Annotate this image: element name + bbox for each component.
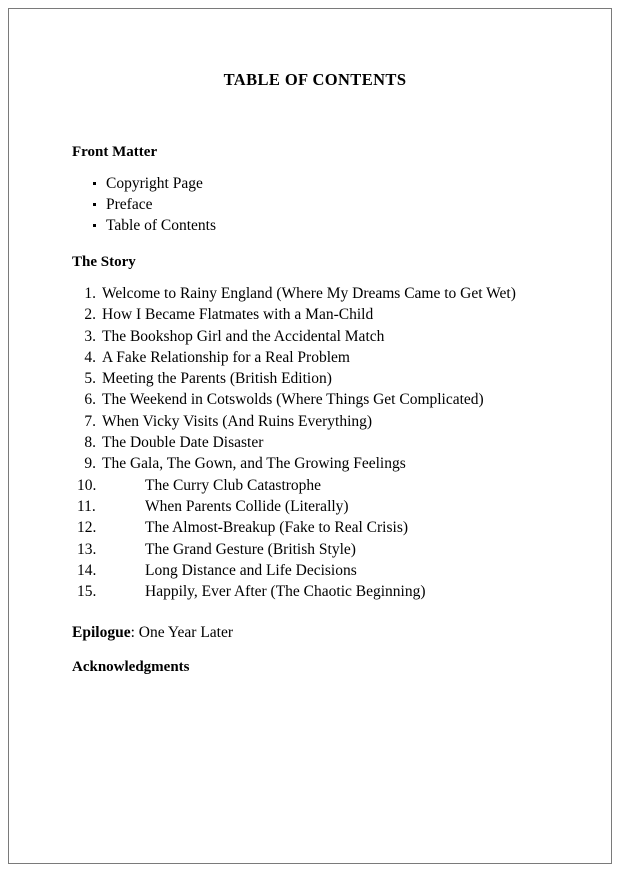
chapter-title: The Bookshop Girl and the Accidental Match <box>102 327 385 345</box>
chapter-title: How I Became Flatmates with a Man-Child <box>102 306 374 324</box>
list-item[interactable] <box>72 368 558 389</box>
chapter-title: The Double Date Disaster <box>102 434 264 452</box>
chapter-number: 2. <box>84 306 96 324</box>
list-item[interactable] <box>72 347 558 368</box>
chapter-number: 4. <box>84 348 96 366</box>
chapter-title: The Curry Club Catastrophe <box>145 476 322 494</box>
chapter-title: The Weekend in Cotswolds (Where Things Get Complicated) <box>102 391 484 409</box>
chapter-title: Happily, Ever After (The Chaotic Beginning) <box>145 583 426 601</box>
chapter-number: 13. <box>77 540 97 558</box>
front-matter-list <box>72 173 558 236</box>
list-item[interactable] <box>72 453 558 474</box>
page-border-bottom <box>8 863 612 864</box>
chapter-number: 7. <box>84 412 96 430</box>
list-item[interactable] <box>72 389 558 410</box>
section-heading-acknowledgments: Acknowledgments <box>72 659 190 676</box>
list-item[interactable]: Table of Contents <box>106 215 558 236</box>
chapter-title: Long Distance and Life Decisions <box>145 561 357 579</box>
list-item[interactable] <box>72 283 558 304</box>
chapter-number: 12. <box>77 519 97 537</box>
chapter-title: The Grand Gesture (British Style) <box>145 540 356 558</box>
epilogue-separator: : <box>130 624 139 642</box>
list-item[interactable] <box>72 560 558 581</box>
list-item[interactable] <box>72 411 558 432</box>
chapter-number: 9. <box>84 455 96 473</box>
document-content <box>72 70 558 676</box>
list-item[interactable] <box>72 496 558 517</box>
chapter-number: 6. <box>84 391 96 409</box>
page-title: TABLE OF CONTENTS <box>223 70 407 89</box>
list-item[interactable] <box>72 304 558 325</box>
section-heading-the-story: The Story <box>72 254 136 270</box>
page-border-top <box>8 8 612 9</box>
list-item[interactable] <box>72 326 558 347</box>
list-item[interactable]: Preface <box>106 194 558 215</box>
story-chapter-list <box>72 283 558 602</box>
chapter-title: When Vicky Visits (And Ruins Everything) <box>102 412 373 430</box>
chapter-title: The Gala, The Gown, and The Growing Feelings <box>102 455 406 473</box>
chapter-number: 3. <box>84 327 96 345</box>
list-item[interactable] <box>72 581 558 602</box>
chapter-number: 1. <box>84 285 96 302</box>
chapter-number: 14. <box>77 561 97 579</box>
chapter-number: 5. <box>84 370 96 388</box>
list-item[interactable]: Copyright Page <box>106 173 558 194</box>
chapter-number: 8. <box>84 434 96 452</box>
chapter-title: When Parents Collide (Literally) <box>145 497 349 515</box>
page-border-left <box>8 8 9 864</box>
chapter-number: 11. <box>77 497 96 515</box>
chapter-number: 10. <box>77 476 97 494</box>
list-item[interactable] <box>72 539 558 560</box>
epilogue-text: One Year Later <box>138 624 234 642</box>
list-item[interactable] <box>72 432 558 453</box>
chapter-title: A Fake Relationship for a Real Problem <box>102 348 350 366</box>
list-item[interactable] <box>72 475 558 496</box>
chapter-title: The Almost-Breakup (Fake to Real Crisis) <box>145 519 409 537</box>
chapter-title: Welcome to Rainy England (Where My Dreams Came to Get Wet) <box>102 285 516 302</box>
chapter-number: 15. <box>77 583 97 601</box>
section-heading-front-matter: Front Matter <box>72 144 158 160</box>
list-item[interactable] <box>72 517 558 538</box>
page-border-right <box>611 8 612 864</box>
epilogue-entry <box>72 622 558 643</box>
chapter-title: Meeting the Parents (British Edition) <box>102 370 332 388</box>
epilogue-label: Epilogue <box>72 624 131 642</box>
